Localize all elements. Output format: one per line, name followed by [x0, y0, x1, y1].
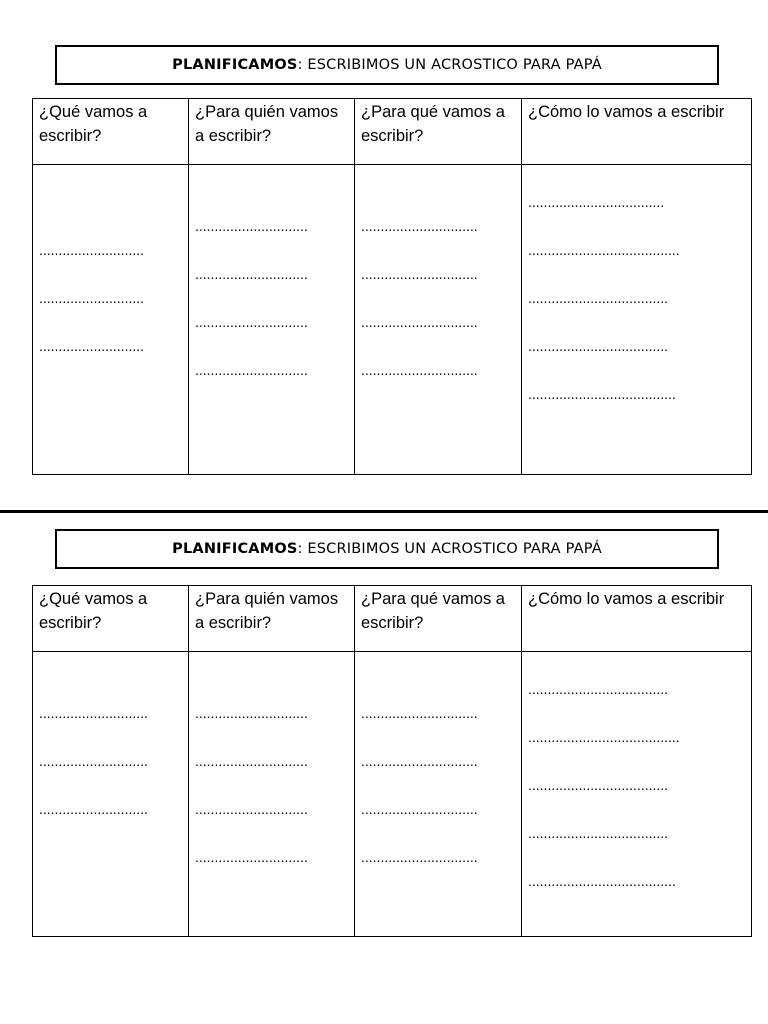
dotted-line: ...................................... [528, 386, 676, 402]
answer-cell-como[interactable] [522, 652, 752, 937]
dotted-line: ........................... [39, 290, 145, 306]
cut-line-divider [0, 510, 768, 513]
dotted-line: ....................................... [528, 242, 680, 258]
header-que: ¿Qué vamos a escribir? [33, 99, 189, 165]
answer-cell-para-quien[interactable] [189, 165, 355, 475]
dotted-line: ............................. [195, 266, 308, 282]
worksheet-title [55, 529, 719, 569]
dotted-line: ............................ [39, 753, 148, 769]
dotted-line: ............................. [195, 753, 308, 769]
dotted-line: ............................. [195, 801, 308, 817]
header-para-quien: ¿Para quién vamos a escribir? [189, 99, 355, 165]
dotted-line: .............................. [361, 362, 478, 378]
answer-cell-para-que[interactable] [355, 652, 522, 937]
header-que: ¿Qué vamos a escribir? [33, 586, 189, 652]
title-rest: : ESCRIBIMOS UN ACROSTICO PARA PAPÁ [297, 57, 602, 73]
dotted-line: ........................... [39, 242, 145, 258]
dotted-line: .................................... [528, 338, 669, 354]
header-como: ¿Cómo lo vamos a escribir [522, 586, 752, 652]
dotted-line: .............................. [361, 801, 478, 817]
dotted-line: ...................................... [528, 873, 676, 889]
title-bold: PLANIFICAMOS [172, 541, 298, 557]
dotted-line: ....................................... [528, 729, 680, 745]
dotted-line: ............................. [195, 362, 308, 378]
dotted-line: ............................. [195, 849, 308, 865]
dotted-line: ............................. [195, 705, 308, 721]
header-para-que: ¿Para qué vamos a escribir? [355, 99, 522, 165]
title-rest: : ESCRIBIMOS UN ACROSTICO PARA PAPÁ [297, 541, 602, 557]
dotted-line: .................................... [528, 290, 669, 306]
header-para-quien: ¿Para quién vamos a escribir? [189, 586, 355, 652]
answer-cell-para-quien[interactable] [189, 652, 355, 937]
header-como: ¿Cómo lo vamos a escribir [522, 99, 752, 165]
dotted-line: ............................ [39, 705, 148, 721]
header-para-que: ¿Para qué vamos a escribir? [355, 586, 522, 652]
planning-table [32, 98, 752, 475]
dotted-line: .............................. [361, 705, 478, 721]
planning-table [32, 585, 752, 937]
dotted-line: .................................... [528, 681, 669, 697]
dotted-line: ................................... [528, 194, 665, 210]
dotted-line: .................................... [528, 777, 669, 793]
dotted-line: .............................. [361, 266, 478, 282]
dotted-line: .................................... [528, 825, 669, 841]
dotted-line: ............................. [195, 218, 308, 234]
answer-cell-que[interactable] [33, 165, 189, 475]
title-bold: PLANIFICAMOS [172, 57, 298, 73]
dotted-line: .............................. [361, 314, 478, 330]
dotted-line: ........................... [39, 338, 145, 354]
dotted-line: .............................. [361, 849, 478, 865]
dotted-line: ............................ [39, 801, 148, 817]
answer-cell-como[interactable] [522, 165, 752, 475]
answer-cell-para-que[interactable] [355, 165, 522, 475]
answer-cell-que[interactable] [33, 652, 189, 937]
dotted-line: ............................. [195, 314, 308, 330]
dotted-line: .............................. [361, 753, 478, 769]
dotted-line: .............................. [361, 218, 478, 234]
worksheet-title [55, 45, 719, 85]
